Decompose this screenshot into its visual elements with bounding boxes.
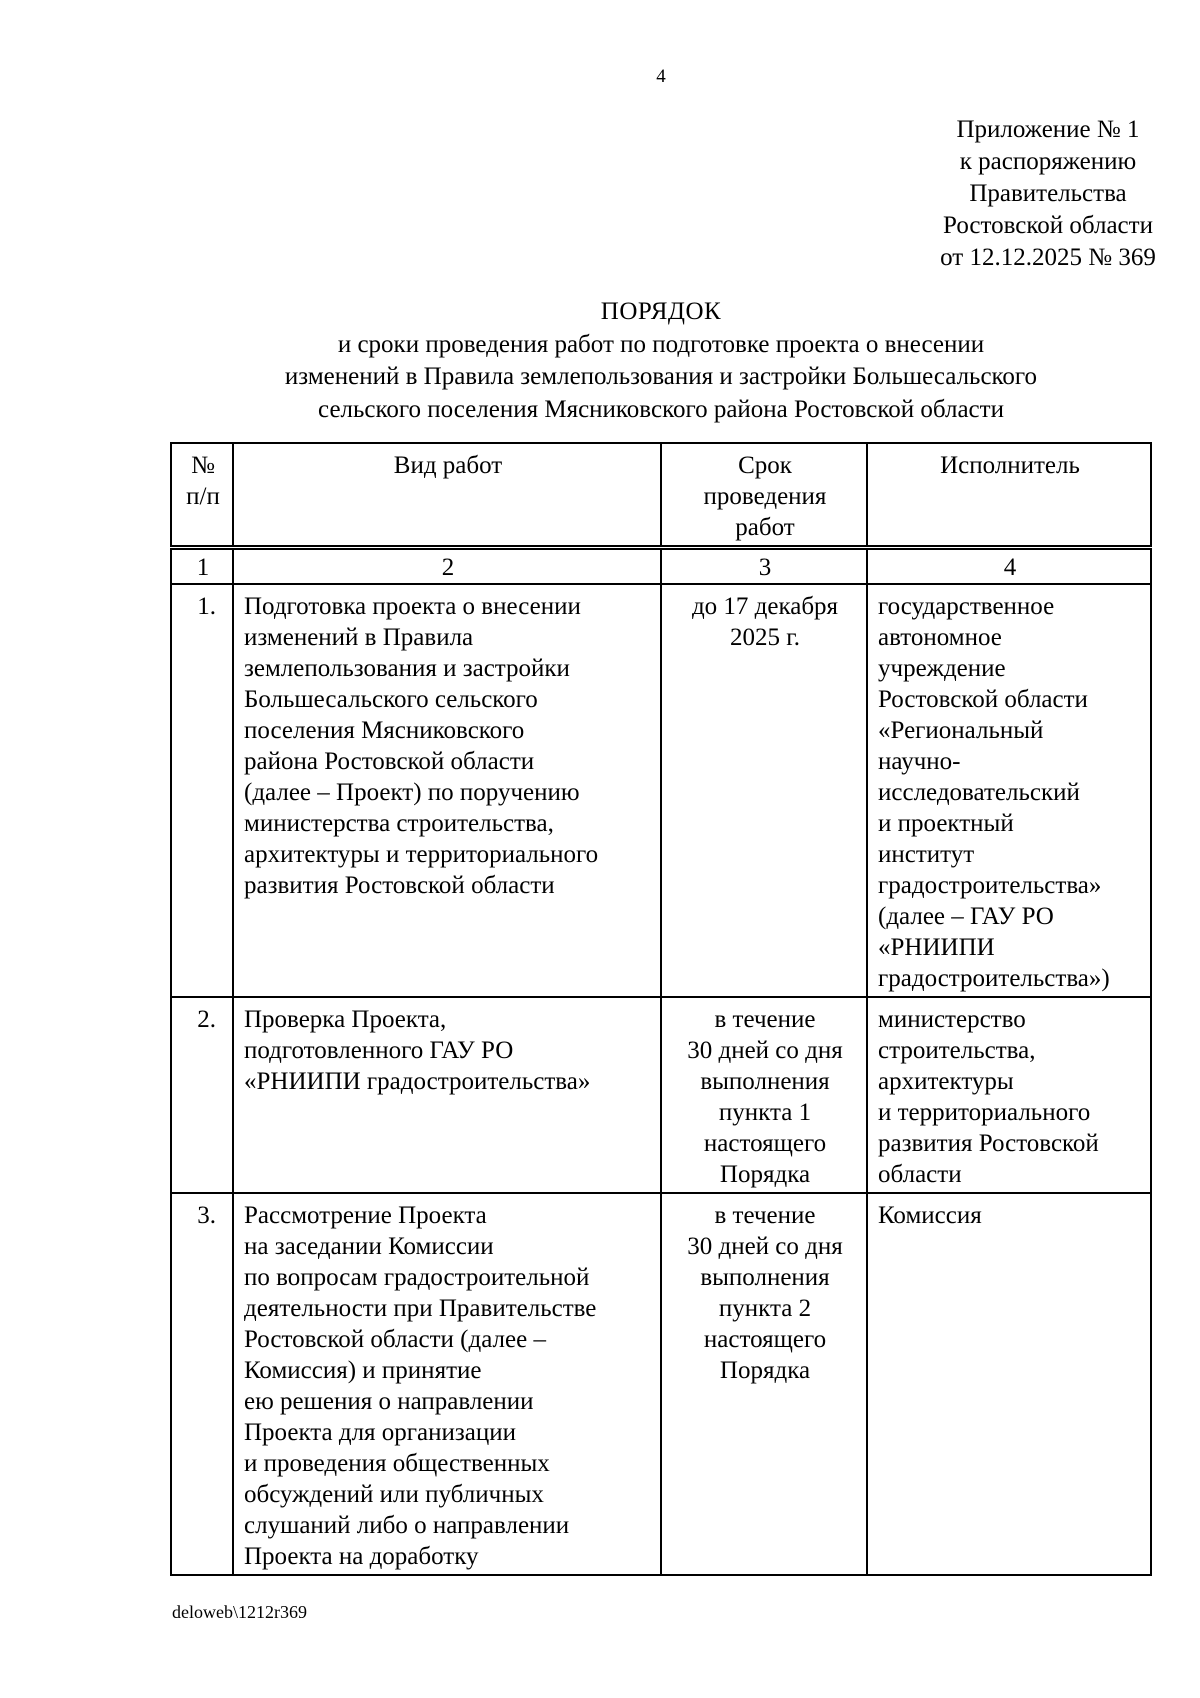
term-line: пункта 1 — [718, 1099, 812, 1126]
appendix-line: Правительства — [969, 180, 1127, 207]
row-executor — [867, 584, 1151, 997]
row-work — [233, 997, 661, 1193]
column-number: 2 — [233, 548, 661, 585]
executor-line: научно- — [878, 748, 961, 775]
executor-line: институт — [878, 841, 975, 868]
table-header-row — [171, 443, 1151, 548]
work-line: слушаний либо о направлении — [244, 1512, 570, 1539]
executor-line: и территориального — [878, 1099, 1091, 1126]
page-number: 4 — [656, 66, 666, 87]
executor-line: градостроительства» — [878, 872, 1102, 899]
term-line: пункта 2 — [718, 1295, 812, 1322]
table-row — [171, 1193, 1151, 1575]
term-line: 30 дней со дня — [687, 1233, 843, 1260]
header-text: Вид работ — [393, 452, 503, 479]
header-text: Исполнитель — [940, 452, 1080, 479]
work-line: по вопросам градостроительной — [244, 1264, 590, 1291]
work-line: Ростовской области (далее – — [244, 1326, 546, 1353]
executor-line: градостроительства») — [878, 965, 1110, 992]
work-line: Проекта для организации — [244, 1419, 517, 1446]
term-line: в течение — [714, 1202, 816, 1229]
row-work — [233, 584, 661, 997]
executor-line: автономное — [878, 624, 1002, 651]
header-term — [661, 443, 867, 548]
work-line: «РНИИПИ градостроительства» — [244, 1068, 591, 1095]
row-term — [661, 584, 867, 997]
term-line: выполнения — [700, 1264, 830, 1291]
document-title: ПОРЯДОК — [600, 298, 722, 325]
executor-line: области — [878, 1161, 962, 1188]
header-text: Срок — [738, 452, 792, 479]
appendix-line: Ростовской области — [943, 212, 1153, 239]
row-number: 1. — [171, 584, 233, 997]
row-executor — [867, 1193, 1151, 1575]
executor-line: архитектуры — [878, 1068, 1014, 1095]
work-line: землепользования и застройки — [244, 655, 570, 682]
executor-line: Ростовской области — [878, 686, 1088, 713]
document-subtitle-line: и сроки проведения работ по подготовке проекта о внесении — [337, 330, 985, 358]
appendix-line: к распоряжению — [959, 148, 1137, 175]
term-line: выполнения — [700, 1068, 830, 1095]
executor-line: (далее – ГАУ РО — [878, 903, 1054, 930]
work-line: развития Ростовской области — [244, 872, 555, 899]
header-text: работ — [735, 514, 795, 541]
order-table — [170, 442, 1152, 1576]
executor-line: Комиссия — [878, 1202, 982, 1229]
work-line: Проекта на доработку — [244, 1543, 479, 1570]
header-text: № — [191, 452, 215, 479]
executor-line: развития Ростовской — [878, 1130, 1099, 1157]
work-line: Рассмотрение Проекта — [244, 1202, 487, 1229]
work-line: поселения Мясниковского — [244, 717, 525, 744]
row-number: 2. — [171, 997, 233, 1193]
header-text: проведения — [703, 483, 827, 510]
work-line: на заседании Комиссии — [244, 1233, 494, 1260]
row-work — [233, 1193, 661, 1575]
header-num — [171, 443, 233, 548]
table-row — [171, 584, 1151, 997]
executor-line: государственное — [878, 593, 1055, 620]
term-line: Порядка — [719, 1161, 811, 1188]
work-line: района Ростовской области — [244, 748, 535, 775]
work-line: ею решения о направлении — [244, 1388, 534, 1415]
work-line: деятельности при Правительстве — [244, 1295, 597, 1322]
appendix-line: Приложение № 1 — [956, 116, 1140, 143]
work-line: Подготовка проекта о внесении — [244, 593, 581, 620]
work-line: (далее – Проект) по поручению — [244, 779, 580, 806]
row-number: 3. — [171, 1193, 233, 1575]
work-line: Проверка Проекта, — [244, 1006, 447, 1033]
work-line: и проведения общественных — [244, 1450, 550, 1477]
work-line: подготовленного ГАУ РО — [244, 1037, 514, 1064]
executor-line: строительства, — [878, 1037, 1036, 1064]
table-row — [171, 997, 1151, 1193]
header-executor — [867, 443, 1151, 548]
executor-line: «Региональный — [878, 717, 1044, 744]
executor-line: учреждение — [878, 655, 1006, 682]
document-subtitle-line: сельского поселения Мясниковского района Ростовской области — [318, 395, 1004, 423]
footer-file-reference: deloweb\1212r369 — [172, 1602, 307, 1622]
term-line: 30 дней со дня — [687, 1037, 843, 1064]
work-line: изменений в Правила — [244, 624, 474, 651]
row-executor — [867, 997, 1151, 1193]
term-line: настоящего — [703, 1326, 827, 1353]
work-line: Комиссия) и принятие — [244, 1357, 482, 1384]
work-line: обсуждений или публичных — [244, 1481, 544, 1508]
work-line: архитектуры и территориального — [244, 841, 599, 868]
executor-line: «РНИИПИ — [878, 934, 995, 961]
document-title-block — [0, 296, 1200, 426]
column-number: 3 — [661, 548, 867, 585]
appendix-line: от 12.12.2025 № 369 — [940, 244, 1156, 271]
term-line: в течение — [714, 1006, 816, 1033]
row-term — [661, 1193, 867, 1575]
term-line: до 17 декабря — [691, 593, 839, 620]
term-line: Порядка — [719, 1357, 811, 1384]
executor-line: министерство — [878, 1006, 1026, 1033]
document-subtitle-line: изменений в Правила землепользования и застройки Большесальского — [284, 363, 1038, 390]
header-work — [233, 443, 661, 548]
work-line: министерства строительства, — [244, 810, 554, 837]
row-term — [661, 997, 867, 1193]
executor-line: исследовательский — [878, 779, 1080, 806]
executor-line: и проектный — [878, 810, 1014, 837]
column-number-row — [171, 548, 1151, 585]
header-text: п/п — [186, 483, 220, 510]
work-line: Большесальского сельского — [244, 686, 538, 713]
appendix-block — [838, 114, 1200, 274]
column-number: 4 — [867, 548, 1151, 585]
term-line: настоящего — [703, 1130, 827, 1157]
column-number: 1 — [171, 548, 233, 585]
term-line: 2025 г. — [730, 624, 800, 651]
